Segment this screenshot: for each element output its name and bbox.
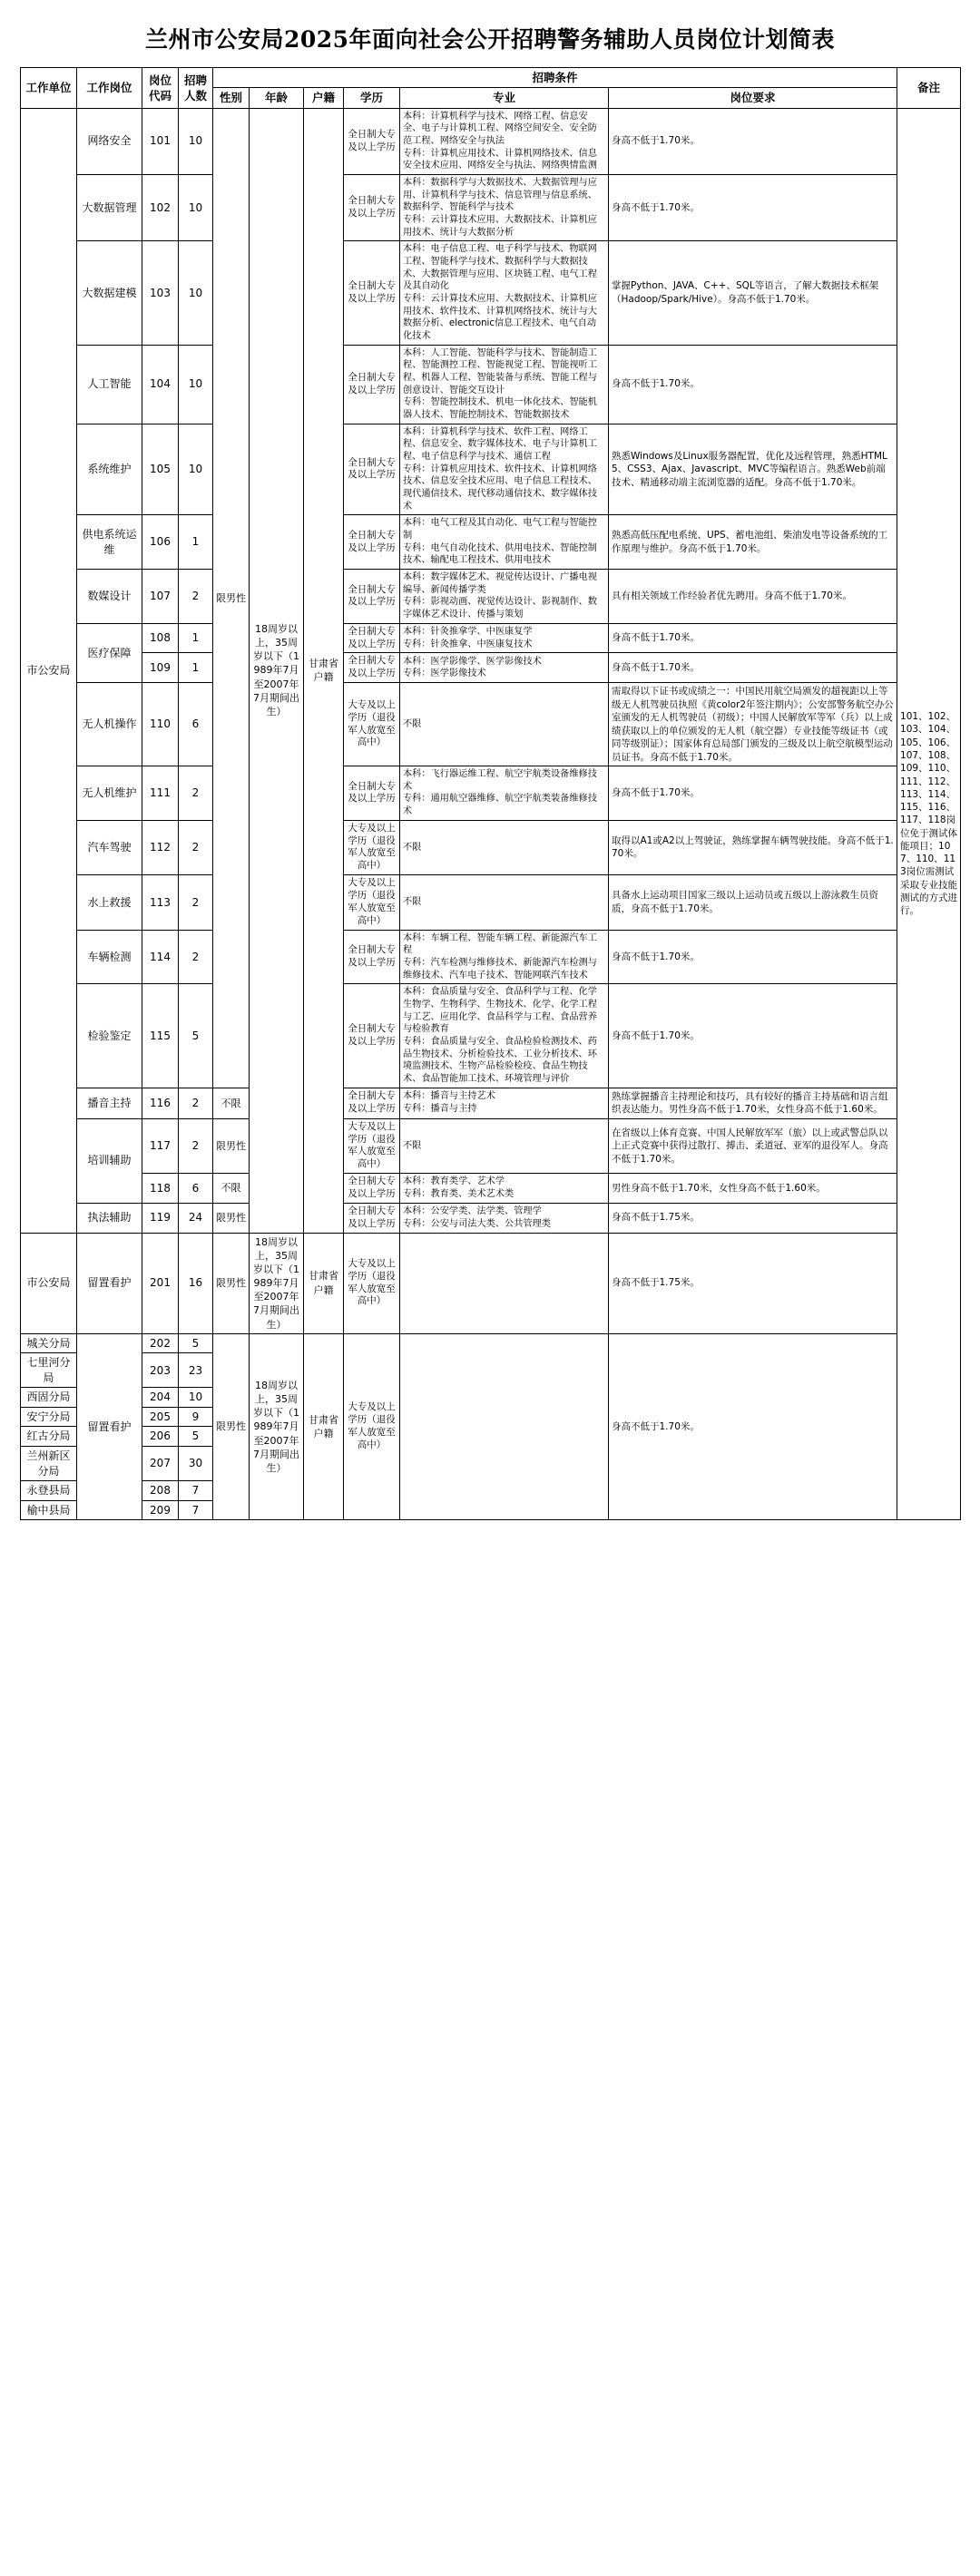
cell-work-post: 系统维护	[77, 424, 142, 515]
cell-recruit-num: 6	[179, 1174, 213, 1204]
cell-work-post: 大数据建模	[77, 241, 142, 345]
cell-edu: 全日制大专及以上学历	[344, 623, 400, 653]
cell-work-post: 无人机操作	[77, 683, 142, 766]
cell-recruit-num: 2	[179, 1088, 213, 1118]
cell-recruit-num: 1	[179, 623, 213, 653]
cell-work-unit: 城关分局	[21, 1333, 77, 1353]
cell-post-code: 202	[142, 1333, 179, 1353]
cell-recruit-num: 16	[179, 1233, 213, 1333]
cell-work-post: 网络安全	[77, 108, 142, 174]
cell-recruit-num: 5	[179, 1427, 213, 1447]
th-hukou: 户籍	[304, 88, 344, 108]
cell-major: 不限	[400, 683, 609, 766]
th-recruit-num: 招聘人数	[179, 68, 213, 109]
cell-post-req: 具有相关领域工作经验者优先聘用。身高不低于1.70米。	[609, 570, 897, 624]
cell-post-req: 身高不低于1.75米。	[609, 1203, 897, 1233]
cell-work-post: 检验鉴定	[77, 984, 142, 1088]
cell-remark: 101、102、103、104、105、106、107、108、109、110、111、112、113、114、115、116、117、118岗位免于测试体能项目；107、110、113岗位需测试采取专业技能测试的方式进行。	[897, 108, 961, 1520]
table-row	[21, 820, 961, 874]
cell-post-code: 119	[142, 1203, 179, 1233]
cell-work-unit: 西固分局	[21, 1388, 77, 1408]
cell-major: 不限	[400, 1118, 609, 1173]
cell-work-post: 执法辅助	[77, 1203, 142, 1233]
cell-age: 18周岁以上，35周岁以下（1989年7月至2007年7月期间出生）	[250, 108, 304, 1233]
cell-post-code: 112	[142, 820, 179, 874]
cell-major: 本科：电子信息工程、电子科学与技术、物联网工程、智能科学与技术、数据科学与大数据技术、大数据管理与应用、区块链工程、电气工程及其自动化 专科：云计算技术应用、大数据技术、计算机应用技术、软件技术、计算机网络技术、统计与大数据分析、electronic信息工程技术、电气自动化技术	[400, 241, 609, 345]
cell-work-unit: 安宁分局	[21, 1407, 77, 1427]
cell-sex: 限男性	[213, 1203, 250, 1233]
cell-work-post: 水上救援	[77, 875, 142, 930]
cell-recruit-num: 10	[179, 174, 213, 240]
cell-post-req: 熟悉Windows及Linux服务器配置，优化及远程管理，熟悉HTML5、CSS3、Ajax、Javascript、MVC等编程语言。熟悉Web前端技术、精通移动端主流浏览器的适配。身高不低于1.70米。	[609, 424, 897, 515]
cell-post-code: 203	[142, 1353, 179, 1388]
cell-post-code: 109	[142, 653, 179, 683]
cell-work-unit: 榆中县局	[21, 1500, 77, 1520]
cell-post-code: 102	[142, 174, 179, 240]
cell-hukou: 甘肃省户籍	[304, 1233, 344, 1333]
cell-major: 不限	[400, 820, 609, 874]
cell-post-req: 身高不低于1.70米。	[609, 1333, 897, 1519]
th-age: 年龄	[250, 88, 304, 108]
cell-work-post: 数媒设计	[77, 570, 142, 624]
cell-edu: 全日制大专及以上学历	[344, 515, 400, 570]
cell-post-req: 身高不低于1.70米。	[609, 174, 897, 240]
cell-work-post: 留置看护	[77, 1333, 142, 1519]
cell-recruit-num: 7	[179, 1500, 213, 1520]
th-edu: 学历	[344, 88, 400, 108]
cell-post-req: 掌握Python、JAVA、C++、SQL等语言，了解大数据技术框架（Hadoop/Spark/Hive）。身高不低于1.70米。	[609, 241, 897, 345]
cell-work-unit: 兰州新区分局	[21, 1447, 77, 1481]
cell-work-unit: 永登县局	[21, 1481, 77, 1501]
table-row	[21, 623, 961, 653]
cell-recruit-num: 10	[179, 241, 213, 345]
cell-major	[400, 1333, 609, 1519]
cell-recruit-num: 2	[179, 570, 213, 624]
th-post-req: 岗位要求	[609, 88, 897, 108]
cell-post-code: 106	[142, 515, 179, 570]
cell-post-code: 113	[142, 875, 179, 930]
th-work-unit: 工作单位	[21, 68, 77, 109]
cell-post-req: 身高不低于1.70米。	[609, 653, 897, 683]
cell-post-req: 取得以A1或A2以上驾驶证，熟练掌握车辆驾驶技能。身高不低于1.70米。	[609, 820, 897, 874]
cell-recruit-num: 10	[179, 108, 213, 174]
cell-post-req: 身高不低于1.70米。	[609, 345, 897, 424]
cell-hukou: 甘肃省户籍	[304, 1333, 344, 1519]
cell-post-code: 103	[142, 241, 179, 345]
cell-major: 本科：电气工程及其自动化、电气工程与智能控制 专科：电气自动化技术、供用电技术、智能控制技术、输配电工程技术、供用电技术	[400, 515, 609, 570]
job-plan-table	[20, 67, 961, 1520]
table-row	[21, 174, 961, 240]
cell-major: 本科：人工智能、智能科学与技术、智能制造工程、智能测控工程、智能视觉工程、智能视听工程、机器人工程、智能装备与系统、智能工程与创意设计、智能交互设计 专科：智能控制技术、机电一体化技术、智能机器人技术、智能控制技术、智能数据技术	[400, 345, 609, 424]
th-major: 专业	[400, 88, 609, 108]
cell-major: 本科：公安学类、法学类、管理学 专科：公安与司法大类、公共管理类	[400, 1203, 609, 1233]
cell-major: 本科：医学影像学、医学影像技术 专科：医学影像技术	[400, 653, 609, 683]
cell-sex: 限男性	[213, 1118, 250, 1173]
cell-edu: 全日制大专及以上学历	[344, 1203, 400, 1233]
table-row	[21, 653, 961, 683]
cell-work-unit: 红古分局	[21, 1427, 77, 1447]
cell-major: 本科：教育类学、艺术学 专科：教育类、美术艺术类	[400, 1174, 609, 1204]
cell-post-code: 111	[142, 766, 179, 821]
cell-recruit-num: 30	[179, 1447, 213, 1481]
cell-sex: 限男性	[213, 1333, 250, 1519]
cell-post-code: 204	[142, 1388, 179, 1408]
page-title: 兰州市公安局2025年面向社会公开招聘警务辅助人员岗位计划简表	[144, 26, 836, 53]
cell-recruit-num: 2	[179, 930, 213, 984]
cell-edu: 全日制大专及以上学历	[344, 345, 400, 424]
cell-major	[400, 1233, 609, 1333]
table-row	[21, 108, 961, 174]
cell-major: 本科：飞行器运维工程、航空宇航类设备维修技术 专科：通用航空器维修、航空宇航类装备维修技术	[400, 766, 609, 821]
cell-recruit-num: 24	[179, 1203, 213, 1233]
cell-post-code: 206	[142, 1427, 179, 1447]
cell-age: 18周岁以上，35周岁以下（1989年7月至2007年7月期间出生）	[250, 1233, 304, 1333]
cell-recruit-num: 10	[179, 345, 213, 424]
cell-post-req: 身高不低于1.75米。	[609, 1233, 897, 1333]
cell-work-post: 大数据管理	[77, 174, 142, 240]
th-work-post: 工作岗位	[77, 68, 142, 109]
cell-post-code: 209	[142, 1500, 179, 1520]
cell-post-code: 115	[142, 984, 179, 1088]
table-row	[21, 683, 961, 766]
cell-post-code: 207	[142, 1447, 179, 1481]
table-row	[21, 1233, 961, 1333]
cell-edu: 全日制大专及以上学历	[344, 424, 400, 515]
cell-recruit-num: 7	[179, 1481, 213, 1501]
table-row	[21, 345, 961, 424]
cell-edu: 全日制大专及以上学历	[344, 984, 400, 1088]
cell-post-req: 男性身高不低于1.70米，女性身高不低于1.60米。	[609, 1174, 897, 1204]
cell-work-unit: 市公安局	[21, 1233, 77, 1333]
cell-post-req: 熟练掌握播音主持理论和技巧，具有较好的播音主持基础和语言组织表达能力。男性身高不低于1.70米，女性身高不低于1.60米。	[609, 1088, 897, 1118]
cell-work-post: 医疗保障	[77, 623, 142, 682]
cell-recruit-num: 5	[179, 984, 213, 1088]
cell-sex: 不限	[213, 1088, 250, 1118]
cell-post-req: 身高不低于1.70米。	[609, 108, 897, 174]
cell-recruit-num: 10	[179, 424, 213, 515]
table-row	[21, 1333, 961, 1353]
table-row	[21, 241, 961, 345]
cell-post-code: 201	[142, 1233, 179, 1333]
cell-recruit-num: 2	[179, 1118, 213, 1173]
cell-work-post: 车辆检测	[77, 930, 142, 984]
cell-major: 本科：车辆工程、智能车辆工程、新能源汽车工程 专科：汽车检测与维修技术、新能源汽车检测与维修技术、汽车电子技术、智能网联汽车技术	[400, 930, 609, 984]
cell-major: 本科：计算机科学与技术、软件工程、网络工程、信息安全、数字媒体技术、电子与计算机工程、电子信息科学与技术、通信工程 专科：计算机应用技术、软件技术、计算机网络技术、信息安全技术应用、电子信息工程技术、现代通信技术、现代移动通信技术、数字媒体技术	[400, 424, 609, 515]
cell-edu: 大专及以上学历（退役军人放宽至高中）	[344, 1233, 400, 1333]
th-remark: 备注	[897, 68, 961, 109]
cell-post-code: 101	[142, 108, 179, 174]
cell-edu: 大专及以上学历（退役军人放宽至高中）	[344, 1333, 400, 1519]
cell-work-post: 留置看护	[77, 1233, 142, 1333]
cell-sex: 不限	[213, 1174, 250, 1204]
table-header-row-1	[21, 68, 961, 88]
cell-work-post: 供电系统运维	[77, 515, 142, 570]
cell-work-post: 汽车驾驶	[77, 820, 142, 874]
cell-recruit-num: 2	[179, 820, 213, 874]
table-row	[21, 1174, 961, 1204]
cell-edu: 全日制大专及以上学历	[344, 241, 400, 345]
cell-edu: 全日制大专及以上学历	[344, 174, 400, 240]
cell-post-req: 身高不低于1.70米。	[609, 930, 897, 984]
cell-post-code: 117	[142, 1118, 179, 1173]
cell-post-req: 身高不低于1.70米。	[609, 984, 897, 1088]
cell-post-code: 107	[142, 570, 179, 624]
table-row	[21, 515, 961, 570]
cell-post-code: 105	[142, 424, 179, 515]
cell-recruit-num: 5	[179, 1333, 213, 1353]
cell-recruit-num: 9	[179, 1407, 213, 1427]
cell-post-code: 208	[142, 1481, 179, 1501]
cell-sex: 限男性	[213, 108, 250, 1088]
th-post-code: 岗位代码	[142, 68, 179, 109]
cell-major: 本科：数据科学与大数据技术、大数据管理与应用、计算机科学与技术、信息管理与信息系统、数据科学、智能科学与技术 专科：云计算技术应用、大数据技术、计算机应用技术、统计与大数据分析	[400, 174, 609, 240]
cell-edu: 全日制大专及以上学历	[344, 930, 400, 984]
cell-post-req: 身高不低于1.70米。	[609, 623, 897, 653]
cell-major: 本科：数字媒体艺术、视觉传达设计、广播电视编导、新闻传播学类 专科：影视动画、视觉传达设计、影视制作、数字媒体艺术设计、传播与策划	[400, 570, 609, 624]
cell-edu: 全日制大专及以上学历	[344, 653, 400, 683]
cell-post-req: 需取得以下证书或成绩之一：中国民用航空局颁发的超视距以上等级无人机驾驶员执照《黄color2年签注期内》；公安部警务航空办公室颁发的无人机驾驶员（初级）；中国人民解放军等军（兵）以上成绩获取以上的单位颁发的无人机（航空器）专业技能等级证书（或同等级别证）；国家体育总局部门颁发的三级及以上航空航模型运动员证书。身高不低于1.70米。	[609, 683, 897, 766]
cell-post-code: 104	[142, 345, 179, 424]
cell-post-code: 116	[142, 1088, 179, 1118]
cell-post-req: 熟悉高低压配电系统、UPS、蓄电池组、柴油发电等设备系统的工作原理与维护。身高不低于1.70米。	[609, 515, 897, 570]
cell-post-code: 118	[142, 1174, 179, 1204]
th-sex: 性别	[213, 88, 250, 108]
cell-edu: 大专及以上学历（退役军人放宽至高中）	[344, 683, 400, 766]
cell-work-post: 培训辅助	[77, 1118, 142, 1203]
cell-major: 不限	[400, 875, 609, 930]
cell-edu: 大专及以上学历（退役军人放宽至高中）	[344, 875, 400, 930]
cell-recruit-num: 2	[179, 875, 213, 930]
cell-post-code: 205	[142, 1407, 179, 1427]
cell-edu: 全日制大专及以上学历	[344, 1088, 400, 1118]
cell-work-unit: 市公安局	[21, 108, 77, 1233]
cell-age: 18周岁以上，35周岁以下（1989年7月至2007年7月期间出生）	[250, 1333, 304, 1519]
cell-post-code: 114	[142, 930, 179, 984]
cell-work-post: 播音主持	[77, 1088, 142, 1118]
cell-edu: 全日制大专及以上学历	[344, 1174, 400, 1204]
cell-recruit-num: 6	[179, 683, 213, 766]
table-row	[21, 1088, 961, 1118]
cell-major: 本科：播音与主持艺术 专科：播音与主持	[400, 1088, 609, 1118]
table-row	[21, 984, 961, 1088]
table-row	[21, 1203, 961, 1233]
cell-major: 本科：计算机科学与技术、网络工程、信息安全、电子与计算机工程、网络空间安全、安全防范工程、网络安全与执法 专科：计算机应用技术、计算机网络技术、信息安全技术应用、网络安全与执法、网络舆情监测	[400, 108, 609, 174]
cell-major: 本科：针灸推拿学、中医康复学 专科：针灸推拿、中医康复技术	[400, 623, 609, 653]
cell-edu: 全日制大专及以上学历	[344, 570, 400, 624]
table-row	[21, 930, 961, 984]
cell-edu: 大专及以上学历（退役军人放宽至高中）	[344, 1118, 400, 1173]
cell-recruit-num: 1	[179, 653, 213, 683]
cell-post-req: 具备水上运动项目国家三级以上运动员或五级以上游泳救生员资质，身高不低于1.70米。	[609, 875, 897, 930]
cell-post-req: 身高不低于1.70米。	[609, 766, 897, 821]
table-row	[21, 766, 961, 821]
cell-work-unit: 七里河分局	[21, 1353, 77, 1388]
cell-post-req: 在省级以上体育竞赛、中国人民解放军军（旅）以上或武警总队以上正式竞赛中获得过散打、搏击、柔道冠、亚军的退役军人。身高不低于1.70米。	[609, 1118, 897, 1173]
cell-hukou: 甘肃省户籍	[304, 108, 344, 1233]
cell-post-code: 108	[142, 623, 179, 653]
cell-recruit-num: 1	[179, 515, 213, 570]
th-conditions: 招聘条件	[213, 68, 897, 88]
cell-work-post: 人工智能	[77, 345, 142, 424]
cell-sex: 限男性	[213, 1233, 250, 1333]
cell-recruit-num: 23	[179, 1353, 213, 1388]
cell-post-code: 110	[142, 683, 179, 766]
cell-major: 本科：食品质量与安全、食品科学与工程、化学生物学、生物科学、生物技术、化学、化学工程与工艺、应用化学、食品科学与工程、食品营养与检验教育 专科：食品质量与安全、食品检验检测技术、药品生物技术、分析检验技术、工业分析技术、环境监测技术、生物产品检验检疫、食品生物技术、食品智能加工技术、环境管理与评价	[400, 984, 609, 1088]
cell-edu: 全日制大专及以上学历	[344, 766, 400, 821]
table-row	[21, 570, 961, 624]
table-row	[21, 1118, 961, 1173]
cell-recruit-num: 10	[179, 1388, 213, 1408]
cell-edu: 大专及以上学历（退役军人放宽至高中）	[344, 820, 400, 874]
cell-recruit-num: 2	[179, 766, 213, 821]
cell-work-post: 无人机维护	[77, 766, 142, 821]
cell-edu: 全日制大专及以上学历	[344, 108, 400, 174]
table-row	[21, 875, 961, 930]
table-row	[21, 424, 961, 515]
